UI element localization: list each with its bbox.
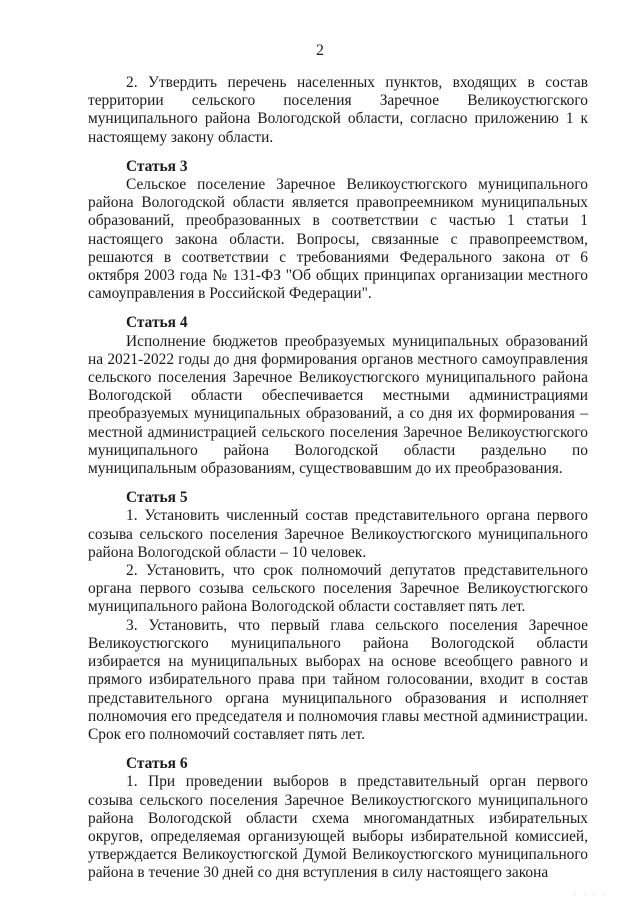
section-gap bbox=[88, 744, 588, 755]
article-5-item-3: 3. Установить, что первый глава сельского поселения Заречное Великоустюгского муниципального района Вологодской области избирается на муниципальных выборах на основе всеобщего равного и прямого избирательного права при тайном голосовании, входит в состав представительного органа муниципального образования и исполняет полномочия его председателя и полномочия главы местной администрации. Срок его полномочий составляет пять лет. bbox=[88, 616, 588, 743]
section-gap bbox=[88, 147, 588, 158]
article-5-title: Статья 5 bbox=[126, 489, 188, 507]
article-3-text: Сельское поселение Заречное Великоустюгского муниципального района Вологодской области является правопреемником муниципальных образований, преобразованных в соответствии с частью 1 статьи 1 настоящего закона области. Вопросы, связанные с правопреемством, решаются в соответствии с требованиями Федерального закона от 6 октября 2003 года № 131-ФЗ "Об общих принципах организации местного самоуправления в Российской Федерации". bbox=[88, 176, 588, 303]
section-gap bbox=[88, 478, 588, 489]
article-4-text: Исполнение бюджетов преобразуемых муниципальных образований на 2021-2022 годы до дня формирования органов местного самоуправления сельского поселения Заречное Великоустюгского муниципального района Вологодской области обеспечивается местными администрациями преобразуемых муниципальных образований, а со дня их формирования – местной администрацией сельского поселения Заречное Великоустюгского муниципального района Вологодской области раздельно по муниципальным образованиям, существовавшим до их преобразования. bbox=[88, 332, 588, 478]
document-body bbox=[88, 74, 588, 883]
article-2-item-2: 2. Утвердить перечень населенных пунктов, входящих в состав территории сельского поселения Заречное Великоустюгского муниципального района Вологодской области, согласно приложению 1 к настоящему закону области. bbox=[88, 74, 588, 146]
article-4-title: Статья 4 bbox=[126, 314, 188, 332]
article-5-item-1: 1. Установить численный состав представительного органа первого созыва сельского поселения Заречное Великоустюгского муниципального района Вологодской области – 10 человек. bbox=[88, 507, 588, 561]
article-3-title: Статья 3 bbox=[126, 157, 188, 175]
article-6-title: Статья 6 bbox=[126, 755, 188, 773]
scan-marks: · · · · bbox=[574, 892, 609, 899]
page-number: 2 bbox=[316, 42, 324, 59]
section-gap bbox=[88, 303, 588, 314]
article-6-item-1: 1. При проведении выборов в представительный орган первого созыва сельского поселения Заречное Великоустюгского муниципального района Вологодской области схема многомандатных избирательных округов, определяемая организующей выборы избирательной комиссией, утверждается Великоустюгской Думой Великоустюгского муниципального района в течение 30 дней со дня вступления в силу настоящего закона bbox=[88, 773, 588, 882]
article-5-item-2: 2. Установить, что срок полномочий депутатов представительного органа первого созыва сельского поселения Заречное Великоустюгского муниципального района Вологодской области составляет пять лет. bbox=[88, 562, 588, 616]
